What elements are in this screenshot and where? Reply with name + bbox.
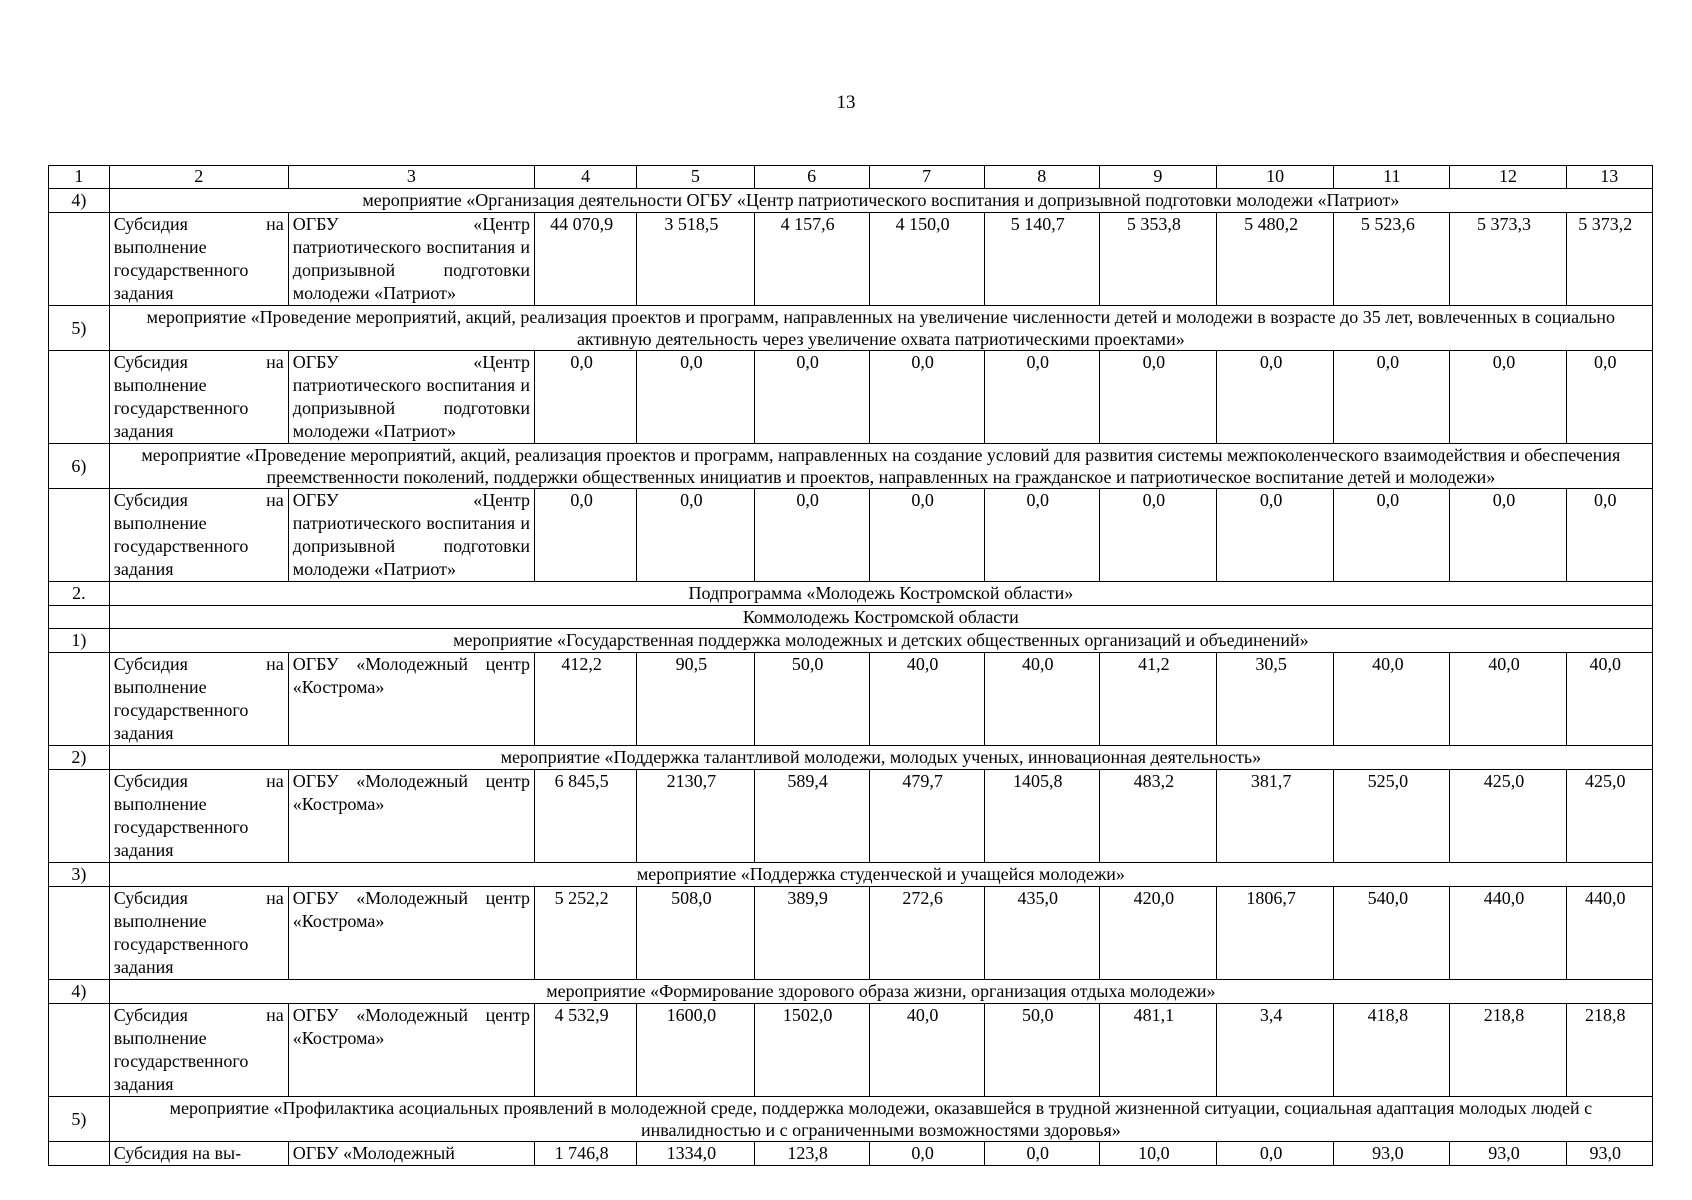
section-row [49,629,1653,653]
value-cell: 412,2 [534,653,636,746]
value-cell: 589,4 [754,770,869,863]
value-cell: 44 070,9 [534,213,636,306]
value-cell: 40,0 [869,653,984,746]
value-cell: 0,0 [1334,489,1450,582]
value-cell: 0,0 [869,489,984,582]
value-cell: 5 373,3 [1450,213,1566,306]
data-row [49,1004,1653,1097]
data-row [49,1142,1653,1166]
data-row [49,351,1653,444]
value-cell: 5 140,7 [984,213,1099,306]
value-cell: 1806,7 [1217,887,1334,980]
row-number: 4) [49,189,110,213]
value-cell: 41,2 [1099,653,1216,746]
value-cell: 4 532,9 [534,1004,636,1097]
value-cell: 440,0 [1450,887,1566,980]
value-cell: 90,5 [637,653,754,746]
section-row [49,863,1653,887]
row-number-cell [49,770,110,863]
data-row [49,653,1653,746]
value-cell: 483,2 [1099,770,1216,863]
value-cell: 540,0 [1334,887,1450,980]
value-cell: 50,0 [984,1004,1099,1097]
value-cell: 40,0 [984,653,1099,746]
value-cell: 389,9 [754,887,869,980]
value-cell: 508,0 [637,887,754,980]
value-cell: 481,1 [1099,1004,1216,1097]
value-cell: 0,0 [754,489,869,582]
value-cell: 6 845,5 [534,770,636,863]
value-cell: 0,0 [1217,1142,1334,1166]
section-title: Коммолодежь Костромской области [109,606,1652,629]
funding-type: Субсидия на выполнение государственного задания [109,887,288,980]
value-cell: 0,0 [1099,351,1216,444]
column-header: 13 [1566,166,1652,189]
section-title: мероприятие «Проведение мероприятий, акций, реализация проектов и программ, направленных на создание условий для развития системы межпоколенческого взаимодействия и обеспечения преемственности поколений, поддержки общественных инициатив и проектов, направленных на гражданское и патриотическое воспитание детей и молодежи» [109,444,1652,489]
value-cell: 218,8 [1566,1004,1652,1097]
value-cell: 525,0 [1334,770,1450,863]
section-row [49,306,1653,351]
row-number-cell [49,489,110,582]
organization: ОГБУ «Центр патриотического воспитания и допризывной подготовки молодежи «Патриот» [288,489,534,582]
section-row [49,189,1653,213]
row-number-cell [49,887,110,980]
value-cell: 418,8 [1334,1004,1450,1097]
row-number: 4) [49,980,110,1004]
value-cell: 4 157,6 [754,213,869,306]
page-number: 13 [836,92,856,113]
section-title: мероприятие «Поддержка талантливой молодежи, молодых ученых, инновационная деятельность» [109,746,1652,770]
organization: ОГБУ «Центр патриотического воспитания и допризывной подготовки молодежи «Патриот» [288,213,534,306]
column-header: 12 [1450,166,1566,189]
column-header: 4 [534,166,636,189]
value-cell: 1600,0 [637,1004,754,1097]
data-row [49,887,1653,980]
data-row [49,489,1653,582]
row-number: 1) [49,629,110,653]
value-cell: 5 523,6 [1334,213,1450,306]
value-cell: 10,0 [1099,1142,1216,1166]
organization: ОГБУ «Центр патриотического воспитания и допризывной подготовки молодежи «Патриот» [288,351,534,444]
section-title: мероприятие «Организация деятельности ОГБУ «Центр патриотического воспитания и допризывной подготовки молодежи «Патриот» [109,189,1652,213]
organization: ОГБУ «Молодежный центр «Кострома» [288,1004,534,1097]
column-header: 1 [49,166,110,189]
value-cell: 420,0 [1099,887,1216,980]
row-number: 5) [49,306,110,351]
value-cell: 2130,7 [637,770,754,863]
section-row [49,980,1653,1004]
funding-type: Субсидия на выполнение государственного задания [109,213,288,306]
value-cell: 4 150,0 [869,213,984,306]
value-cell: 0,0 [869,1142,984,1166]
row-number: 2. [49,582,110,606]
column-header: 7 [869,166,984,189]
value-cell: 3 518,5 [637,213,754,306]
value-cell: 435,0 [984,887,1099,980]
column-header: 2 [109,166,288,189]
value-cell: 1502,0 [754,1004,869,1097]
column-header: 5 [637,166,754,189]
value-cell: 0,0 [984,489,1099,582]
column-header: 8 [984,166,1099,189]
column-header: 3 [288,166,534,189]
funding-type: Субсидия на выполнение государственного задания [109,351,288,444]
column-header: 9 [1099,166,1216,189]
value-cell: 1405,8 [984,770,1099,863]
funding-type: Субсидия на вы- [109,1142,288,1166]
value-cell: 5 353,8 [1099,213,1216,306]
value-cell: 50,0 [754,653,869,746]
organization: ОГБУ «Молодежный центр «Кострома» [288,770,534,863]
funding-type: Субсидия на выполнение государственного задания [109,770,288,863]
value-cell: 40,0 [1566,653,1652,746]
funding-type: Субсидия на выполнение государственного задания [109,489,288,582]
value-cell: 425,0 [1566,770,1652,863]
value-cell: 0,0 [754,351,869,444]
section-title: мероприятие «Поддержка студенческой и учащейся молодежи» [109,863,1652,887]
data-row [49,770,1653,863]
value-cell: 40,0 [869,1004,984,1097]
row-number-cell [49,213,110,306]
value-cell: 479,7 [869,770,984,863]
budget-table [48,165,1653,1166]
section-title: Подпрограмма «Молодежь Костромской области» [109,582,1652,606]
value-cell: 0,0 [637,351,754,444]
value-cell: 93,0 [1566,1142,1652,1166]
value-cell: 0,0 [534,489,636,582]
row-number: 2) [49,746,110,770]
value-cell: 40,0 [1334,653,1450,746]
funding-type: Субсидия на выполнение государственного задания [109,1004,288,1097]
section-row [49,606,1653,629]
value-cell: 93,0 [1334,1142,1450,1166]
value-cell: 0,0 [637,489,754,582]
value-cell: 123,8 [754,1142,869,1166]
value-cell: 218,8 [1450,1004,1566,1097]
value-cell: 0,0 [984,351,1099,444]
value-cell: 0,0 [1566,351,1652,444]
value-cell: 272,6 [869,887,984,980]
row-number [49,606,110,629]
row-number: 3) [49,863,110,887]
value-cell: 0,0 [984,1142,1099,1166]
value-cell: 0,0 [1217,351,1334,444]
value-cell: 5 252,2 [534,887,636,980]
value-cell: 5 373,2 [1566,213,1652,306]
value-cell: 93,0 [1450,1142,1566,1166]
column-header: 11 [1334,166,1450,189]
row-number: 5) [49,1097,110,1142]
row-number-cell [49,653,110,746]
value-cell: 0,0 [1334,351,1450,444]
value-cell: 30,5 [1217,653,1334,746]
section-title: мероприятие «Государственная поддержка молодежных и детских общественных организаций и объединений» [109,629,1652,653]
row-number: 6) [49,444,110,489]
row-number-cell [49,1004,110,1097]
value-cell: 0,0 [1099,489,1216,582]
row-number-cell [49,351,110,444]
value-cell: 0,0 [869,351,984,444]
value-cell: 0,0 [1450,351,1566,444]
value-cell: 3,4 [1217,1004,1334,1097]
column-header: 6 [754,166,869,189]
funding-type: Субсидия на выполнение государственного задания [109,653,288,746]
value-cell: 1 746,8 [534,1142,636,1166]
value-cell: 440,0 [1566,887,1652,980]
value-cell: 1334,0 [637,1142,754,1166]
section-title: мероприятие «Формирование здорового образа жизни, организация отдыха молодежи» [109,980,1652,1004]
section-row [49,1097,1653,1142]
value-cell: 425,0 [1450,770,1566,863]
value-cell: 40,0 [1450,653,1566,746]
organization: ОГБУ «Молодежный [288,1142,534,1166]
organization: ОГБУ «Молодежный центр «Кострома» [288,653,534,746]
header-row [49,166,1653,189]
data-row [49,213,1653,306]
section-title: мероприятие «Проведение мероприятий, акций, реализация проектов и программ, направленных на увеличение численности детей и молодежи в возрасте до 35 лет, вовлеченных в социально активную деятельность через увеличение охвата патриотическими проектами» [109,306,1652,351]
value-cell: 0,0 [1566,489,1652,582]
section-row [49,444,1653,489]
value-cell: 0,0 [534,351,636,444]
row-number-cell [49,1142,110,1166]
value-cell: 0,0 [1217,489,1334,582]
section-title: мероприятие «Профилактика асоциальных проявлений в молодежной среде, поддержка молодежи, оказавшейся в трудной жизненной ситуации, социальная адаптация молодых людей с инвалидностью и с ограниченными возможностями здоровья» [109,1097,1652,1142]
value-cell: 0,0 [1450,489,1566,582]
section-row [49,746,1653,770]
section-row [49,582,1653,606]
value-cell: 381,7 [1217,770,1334,863]
column-header: 10 [1217,166,1334,189]
organization: ОГБУ «Молодежный центр «Кострома» [288,887,534,980]
value-cell: 5 480,2 [1217,213,1334,306]
